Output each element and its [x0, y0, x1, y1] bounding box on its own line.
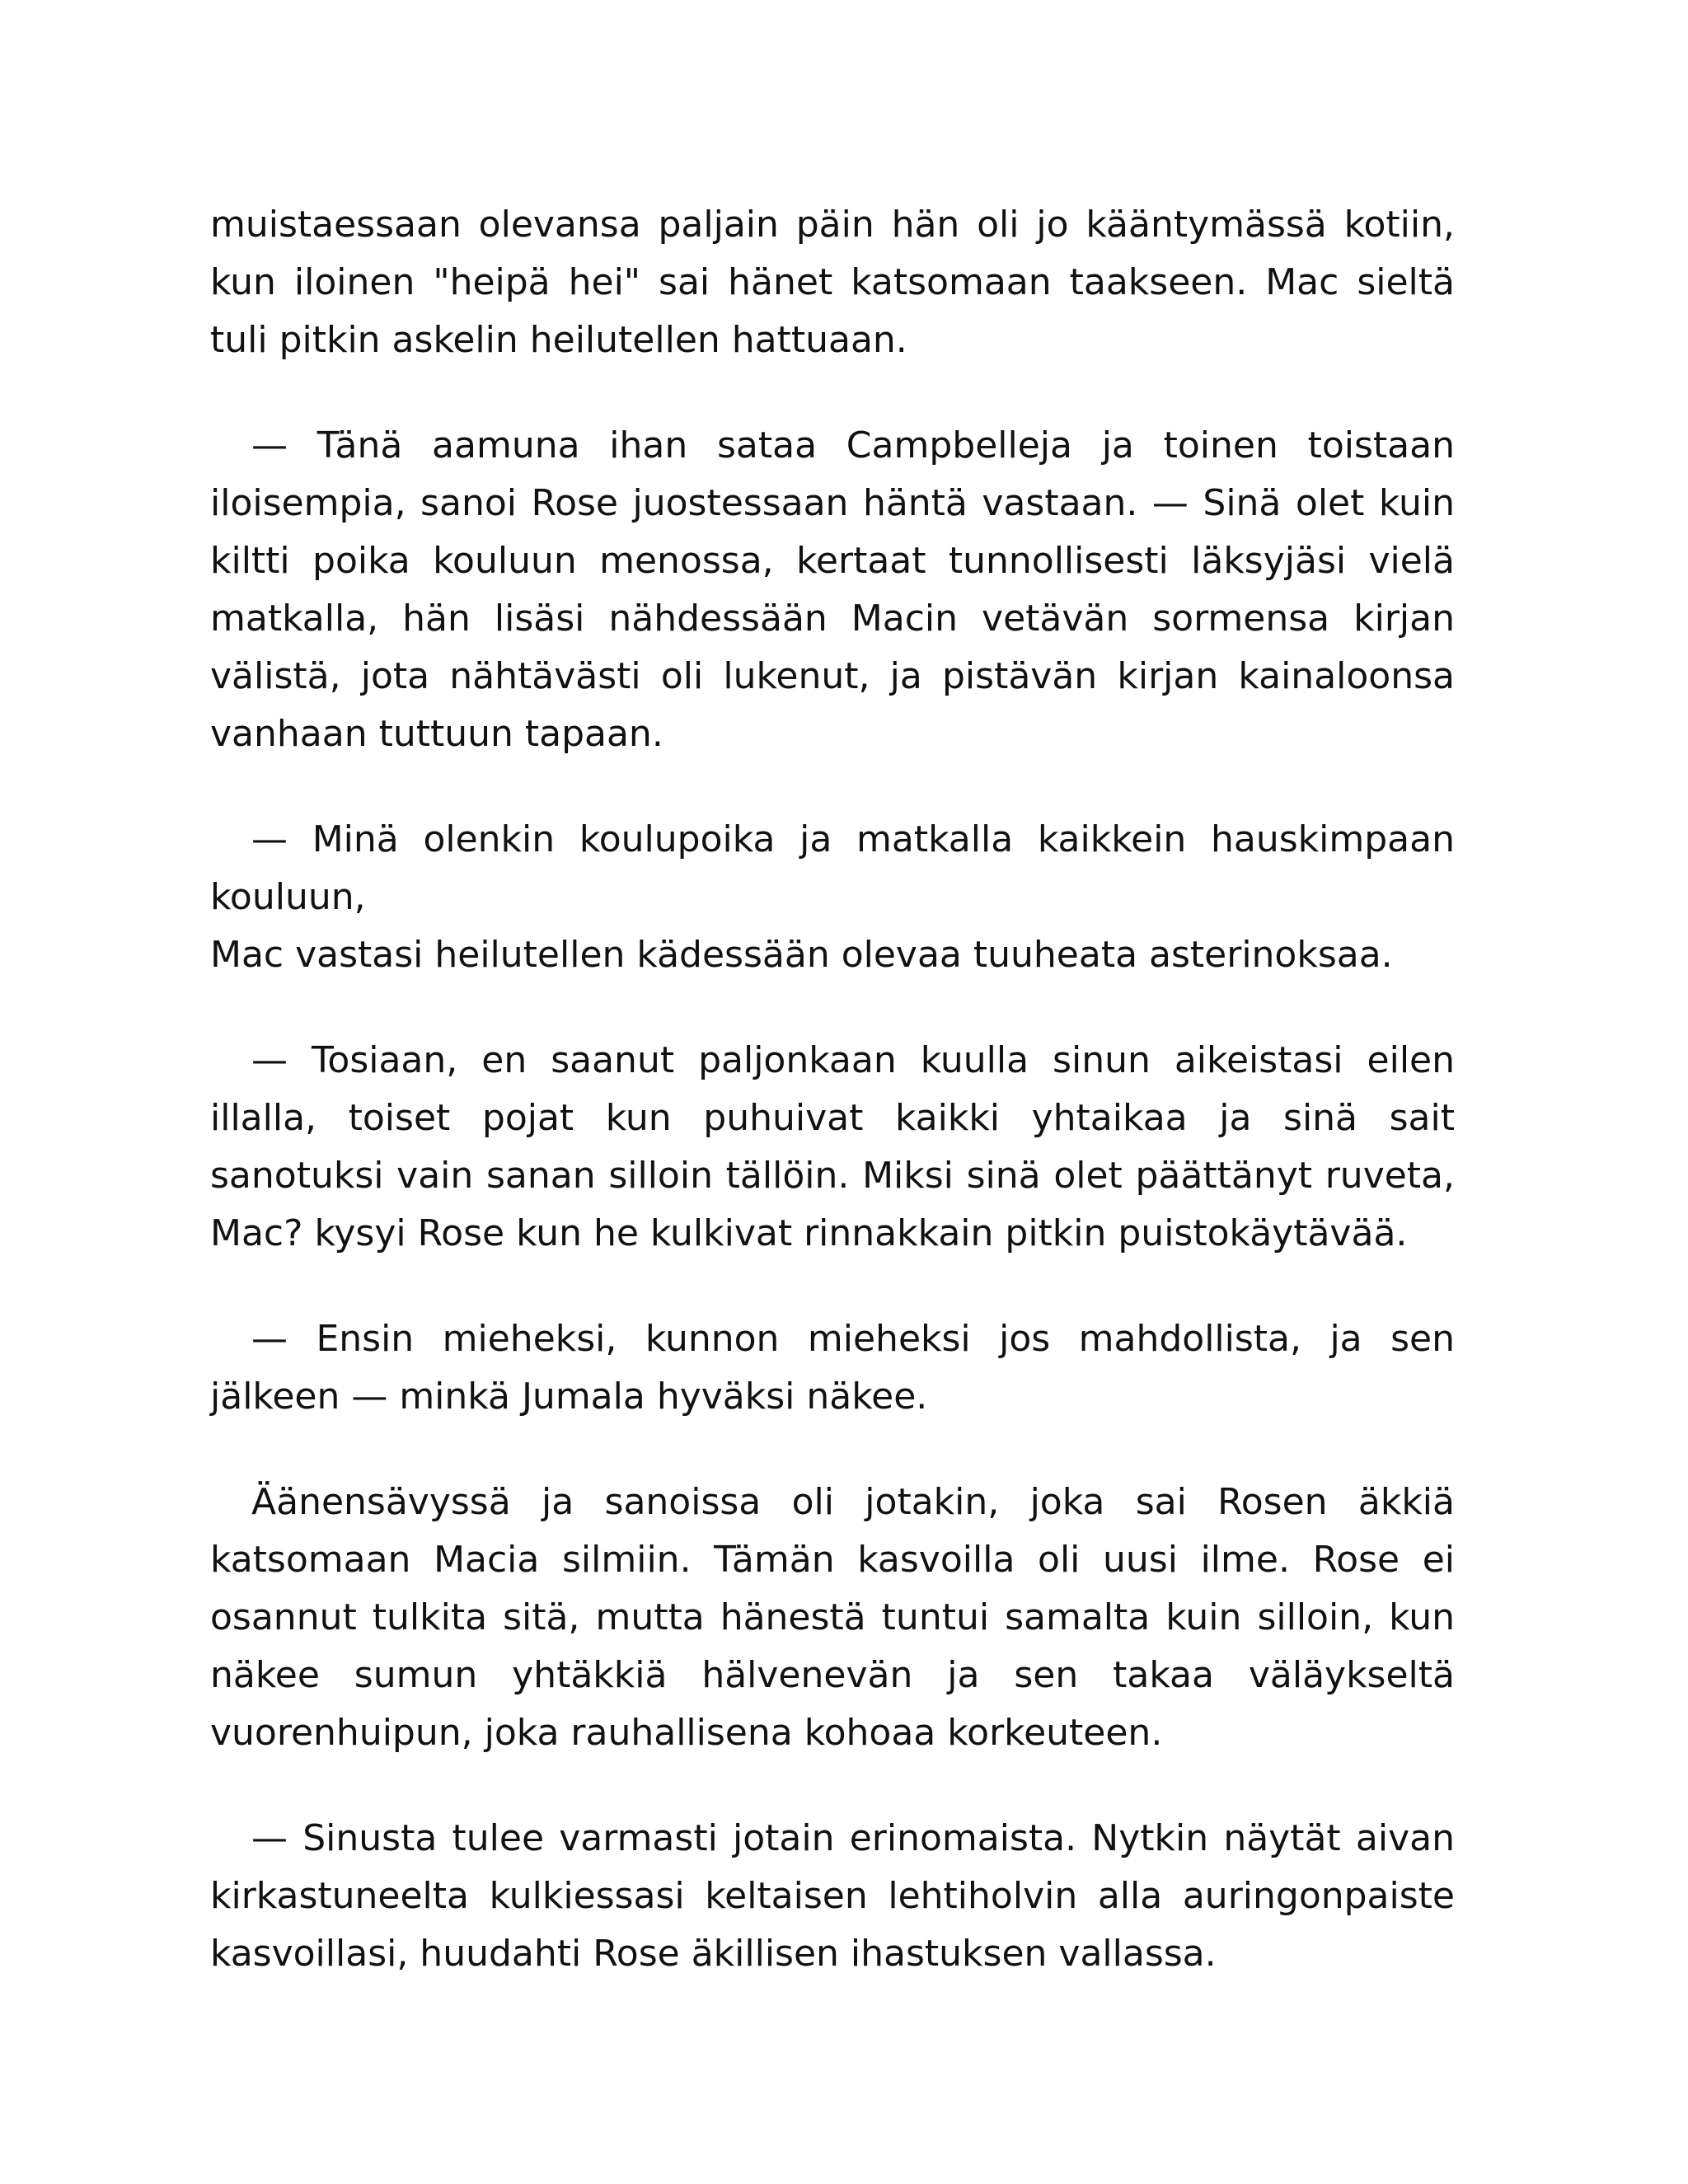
paragraph-3-line-1: — Minä olenkin koulupoika ja matkalla kaikkein hauskimpaan kouluun, [210, 818, 1455, 918]
paragraph-2: — Tänä aamuna ihan sataa Campbelleja ja toinen toistaan iloisempia, sanoi Rose juostessaan häntä vastaan. — Sinä olet kuin kiltti poika kouluun menossa, kertaat tunnollisesti läksyjäsi vielä matkalla, hän lisäsi nähdessään Macin vetävän sormensa kirjan välistä, jota nähtävästi oli lukenut, ja pistävän kirjan kainaloonsa vanhaan tuttuun tapaan. [210, 424, 1455, 755]
paragraph-3 [210, 811, 1455, 984]
document-page [210, 196, 1455, 2031]
paragraph-6: Äänensävyssä ja sanoissa oli jotakin, joka sai Rosen äkkiä katsomaan Macia silmiin. Tämän kasvoilla oli uusi ilme. Rose ei osannut tulkita sitä, mutta hänestä tuntui samalta kuin silloin, kun näkee sumun yhtäkkiä hälvenevän ja sen takaa väläykseltä vuorenhuipun, joka rauhallisena kohoaa korkeuteen. [210, 1481, 1455, 1754]
paragraph-5: — Ensin mieheksi, kunnon mieheksi jos mahdollista, ja sen jälkeen — minkä Jumala hyväksi näkee. [210, 1318, 1455, 1418]
paragraph-7: — Sinusta tulee varmasti jotain erinomaista. Nytkin näytät aivan kirkastuneelta kulkiessasi keltaisen lehtiholvin alla auringonpaiste kasvoillasi, huudahti Rose äkillisen ihastuksen vallassa. [210, 1817, 1455, 1975]
paragraph-4: — Tosiaan, en saanut paljonkaan kuulla sinun aikeistasi eilen illalla, toiset pojat kun puhuivat kaikki yhtaikaa ja sinä sait sanotuksi vain sanan silloin tällöin. Miksi sinä olet päättänyt ruveta, Mac? kysyi Rose kun he kulkivat rinnakkain pitkin puistokäytävää. [210, 1039, 1455, 1254]
paragraph-3-line-2: Mac vastasi heilutellen kädessään olevaa tuuheata asterinoksaa. [210, 934, 1393, 976]
paragraph-1: muistaessaan olevansa paljain päin hän oli jo kääntymässä kotiin, kun iloinen "heipä hei" sai hänet katsomaan taakseen. Mac sieltä tuli pitkin askelin heilutellen hattuaan. [210, 204, 1455, 361]
